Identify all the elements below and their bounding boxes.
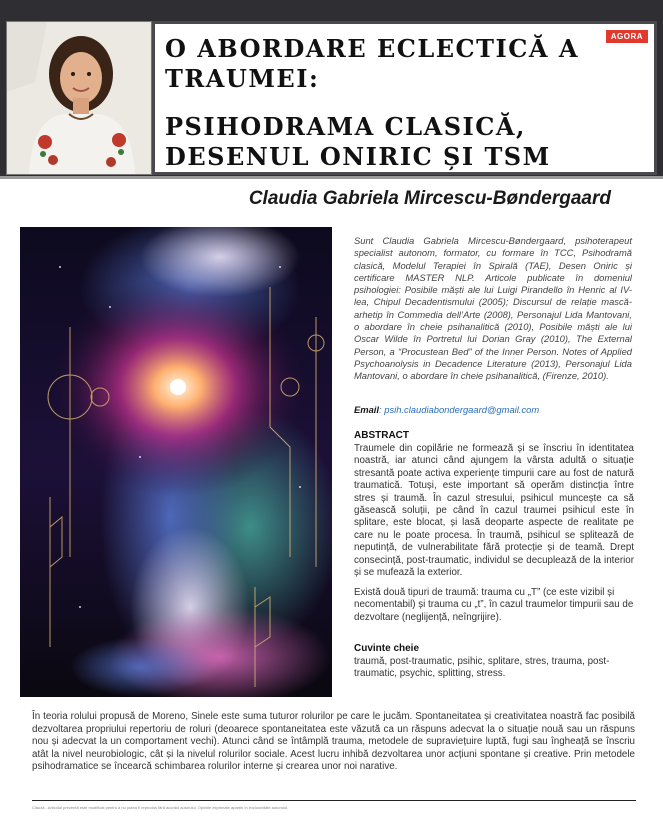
title-line-4: DESENUL ONIRIC ȘI TSM	[165, 142, 551, 171]
keywords-text: traumă, post-traumatic, psihic, splitare, stres, trauma, post-traumatic, psychic, splitting, stress.	[354, 656, 610, 680]
cosmic-artwork-image	[20, 227, 332, 697]
title-line-2: TRAUMEI:	[165, 64, 320, 93]
email-sep: :	[379, 404, 385, 415]
abstract-paragraph-1: Traumele din copilărie ne formează și se înscriu în identitatea noastră, iar atunci când ajungem la vârsta adultă o situație stresantă poate activa experiențe timpurii care au fost de natură traumatică. Totuși, este important să operăm distincția între stres și traumă. În cazul stresului, psihicul muncește ca să găsească soluții, pe când în cazul traumei psihicul este în splitare, este blocat, și lasă deoparte aspecte de realitate pe care nu le poate procesa. În traumă, psihicul se splitează de neputință, de vulnerabilitate fără protecție și de teamă. Drept consecință, post-traumatic, individul se decuplează de la interior și se mufează la exterior.	[354, 443, 634, 579]
keywords-heading: Cuvinte cheie	[354, 643, 420, 654]
email-line	[354, 404, 539, 415]
abstract-heading: ABSTRACT	[354, 430, 409, 441]
title-line-1: O ABORDARE ECLECTICĂ A	[165, 34, 579, 63]
author-name: Claudia Gabriela Mircescu-Bøndergaard	[248, 188, 611, 209]
footer-divider	[32, 800, 636, 801]
title-box	[152, 21, 657, 175]
header-divider	[0, 176, 663, 179]
email-label: Email	[354, 404, 380, 415]
author-bio: Sunt Claudia Gabriela Mircescu-Bøndergaard, psihoterapeut specialist autonom, formator, cu formare în TCC, Psihodramă clasică, Modelul Terapiei în Spirală (TAE), Desen Oniric și certificare MASTER NLP. Articole publicate în domeniul psihologiei: Posibile măști ale lui Luigi Pirandello în Henric al IV-lea, Chipul Decadentismului (2005); Discursul de relație mască-arhetip în Commedia dell’Arte (2008), Personajul Lida Mantovani, o abordare în cheie psihanalitică (2010), Posibile măști ale lui Oscar Wilde în Portretul lui Dorian Gray (2010), The External Person, a “Procustean Bed” of the Inner Person. Notes of Applied Psychoanolysis in Decadence Literature (2013), Personajul Lida Mantovani, o abordare în cheie psihanalitică, (Firenze, 2010).	[354, 235, 632, 382]
section-badge: AGORA	[606, 30, 648, 43]
abstract-paragraph-2: Există două tipuri de traumă: trauma cu „T” (ce este vizibil și necomentabil) și trauma cu „t”, în cazul traumelor timpurii sau de dezvoltare (neglijență, neîngrijire).	[354, 587, 634, 623]
intro-paragraph: În teoria rolului propusă de Moreno, Sinele este suma tuturor rolurilor pe care le jucăm. Spontaneitatea și creativitatea noastră fac posibilă dezvoltarea propriului repertoriu de roluri (deoarece spontaneitatea este văzută ca un răspuns adecvat la o situație nouă sau un răspuns nou și adecvat la un comportament vechi). Atunci când se întâmplă trauma, metodele de supraviețuire luptă, fugi sau îngheață se înscriu atât la nivel neurobiologic, cât și la nivelul rolurilor sociale. Acest lucru inhibă dezvoltarea unor acțiuni spontane și creative. Prin metodele psihodramatice se încearcă schimbarea rolurilor interne și crearea unor noi narative.	[32, 711, 635, 773]
footnote: Clauză - Articolul prezentă este modificat pentru a nu putea fi reprodus fără acordul autorului. Opiniile exprimate aparțin în exclusivitate autorului.	[32, 805, 289, 810]
title-line-3: PSIHODRAMA CLASICĂ,	[165, 112, 526, 141]
email-link[interactable]: psih.claudiabondergaard@gmail.com	[384, 404, 540, 415]
author-photo	[6, 21, 152, 175]
